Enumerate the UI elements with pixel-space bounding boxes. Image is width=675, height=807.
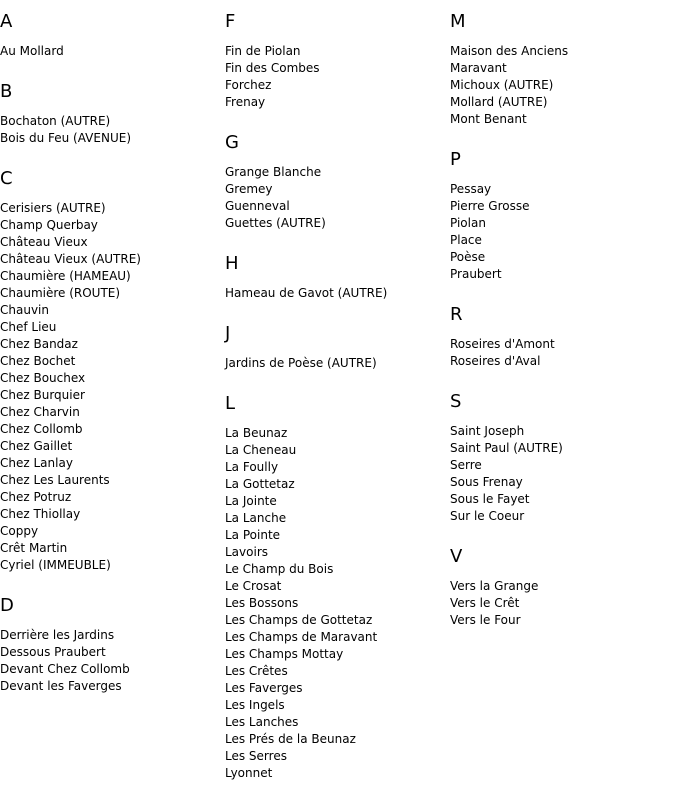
street-item-vers-la-grange: Vers la Grange: [450, 579, 539, 593]
street-item-forchez: Forchez: [225, 78, 272, 92]
letter-heading: B: [0, 81, 13, 102]
letter-heading: R: [450, 304, 463, 325]
letter-heading: P: [450, 149, 461, 170]
street-item-place: Place: [450, 233, 482, 247]
street-item-fin-de-piolan: Fin de Piolan: [225, 44, 301, 58]
letter-heading: A: [0, 11, 13, 32]
street-item-chez-thiollay: Chez Thiollay: [0, 507, 81, 521]
street-item-cerisiers-autre: Cerisiers (AUTRE): [0, 201, 106, 215]
letter-section-f: [225, 11, 450, 111]
street-item-les-cretes: Les Crêtes: [225, 664, 288, 678]
street-item-au-mollard: Au Mollard: [0, 44, 64, 58]
street-item-lyonnet: Lyonnet: [225, 766, 273, 780]
street-item-champ-querbay: Champ Querbay: [0, 218, 98, 232]
street-item-les-champs-mottay: Les Champs Mottay: [225, 647, 344, 661]
street-list: [225, 43, 450, 111]
street-item-mont-benant: Mont Benant: [450, 112, 527, 126]
letter-section-b: [0, 81, 225, 147]
street-item-maison-des-anciens: Maison des Anciens: [450, 44, 569, 58]
street-item-la-beunaz: La Beunaz: [225, 426, 288, 440]
street-item-poese: Poèse: [450, 250, 486, 264]
street-item-chez-potruz: Chez Potruz: [0, 490, 72, 504]
street-item-le-crosat: Le Crosat: [225, 579, 282, 593]
letter-section-h: [225, 253, 450, 302]
street-item-guettes-autre: Guettes (AUTRE): [225, 216, 326, 230]
letter-section-d: [0, 595, 225, 695]
street-list: [450, 181, 675, 283]
street-item-pierre-grosse: Pierre Grosse: [450, 199, 530, 213]
street-item-chaumiere-route: Chaumière (ROUTE): [0, 286, 121, 300]
index-column-3: [450, 11, 675, 650]
street-item-chez-bochet: Chez Bochet: [0, 354, 76, 368]
street-list: [0, 43, 225, 60]
street-item-chef-lieu: Chef Lieu: [0, 320, 57, 334]
street-item-sous-frenay: Sous Frenay: [450, 475, 523, 489]
street-list: [0, 113, 225, 147]
letter-section-a: [0, 11, 225, 60]
street-item-les-bossons: Les Bossons: [225, 596, 299, 610]
street-item-les-serres: Les Serres: [225, 749, 287, 763]
letter-heading: L: [225, 393, 236, 414]
letter-heading: C: [0, 168, 13, 189]
street-item-saint-joseph: Saint Joseph: [450, 424, 525, 438]
street-item-praubert: Praubert: [450, 267, 502, 281]
letter-heading: M: [450, 11, 466, 32]
street-item-sous-le-fayet: Sous le Fayet: [450, 492, 530, 506]
street-item-gremey: Gremey: [225, 182, 273, 196]
letter-section-m: [450, 11, 675, 128]
letter-section-s: [450, 391, 675, 525]
street-item-bois-du-feu-avenue: Bois du Feu (AVENUE): [0, 131, 131, 145]
street-item-le-champ-du-bois: Le Champ du Bois: [225, 562, 334, 576]
street-item-la-jointe: La Jointe: [225, 494, 277, 508]
street-item-chez-gaillet: Chez Gaillet: [0, 439, 73, 453]
letter-section-l: [225, 393, 450, 782]
street-item-chateau-vieux: Château Vieux: [0, 235, 88, 249]
letter-heading: G: [225, 132, 239, 153]
street-item-les-champs-de-gottetaz: Les Champs de Gottetaz: [225, 613, 373, 627]
street-item-coppy: Coppy: [0, 524, 39, 538]
letter-section-p: [450, 149, 675, 283]
street-item-roseires-d-amont: Roseires d'Amont: [450, 337, 555, 351]
street-item-chauvin: Chauvin: [0, 303, 49, 317]
street-list: [225, 355, 450, 372]
street-item-mollard-autre: Mollard (AUTRE): [450, 95, 548, 109]
street-item-grange-blanche: Grange Blanche: [225, 165, 322, 179]
street-list: [450, 43, 675, 128]
street-list: [0, 627, 225, 695]
street-item-devant-les-faverges: Devant les Faverges: [0, 679, 122, 693]
street-item-cyriel-immeuble: Cyriel (IMMEUBLE): [0, 558, 111, 572]
street-item-la-gottetaz: La Gottetaz: [225, 477, 295, 491]
street-list: [225, 425, 450, 782]
street-item-les-lanches: Les Lanches: [225, 715, 299, 729]
letter-section-g: [225, 132, 450, 232]
street-item-chez-bouchex: Chez Bouchex: [0, 371, 86, 385]
letter-heading: F: [225, 11, 236, 32]
street-item-michoux-autre: Michoux (AUTRE): [450, 78, 554, 92]
street-list: [450, 423, 675, 525]
letter-heading: D: [0, 595, 14, 616]
street-item-chez-bandaz: Chez Bandaz: [0, 337, 78, 351]
street-item-bochaton-autre: Bochaton (AUTRE): [0, 114, 111, 128]
street-item-devant-chez-collomb: Devant Chez Collomb: [0, 662, 130, 676]
street-item-les-ingels: Les Ingels: [225, 698, 285, 712]
letter-heading: H: [225, 253, 239, 274]
street-item-la-lanche: La Lanche: [225, 511, 287, 525]
street-item-roseires-d-aval: Roseires d'Aval: [450, 354, 541, 368]
street-item-guenneval: Guenneval: [225, 199, 290, 213]
street-item-jardins-de-poese-autre: Jardins de Poèse (AUTRE): [225, 356, 377, 370]
street-list: [225, 285, 450, 302]
street-item-maravant: Maravant: [450, 61, 507, 75]
street-item-chez-les-laurents: Chez Les Laurents: [0, 473, 110, 487]
street-item-saint-paul-autre: Saint Paul (AUTRE): [450, 441, 563, 455]
street-item-chaumiere-hameau: Chaumière (HAMEAU): [0, 269, 131, 283]
street-item-chez-collomb: Chez Collomb: [0, 422, 83, 436]
street-item-chez-charvin: Chez Charvin: [0, 405, 80, 419]
street-item-chateau-vieux-autre: Château Vieux (AUTRE): [0, 252, 141, 266]
street-list: [450, 336, 675, 370]
letter-section-j: [225, 323, 450, 372]
street-item-lavoirs: Lavoirs: [225, 545, 269, 559]
street-item-chez-lanlay: Chez Lanlay: [0, 456, 73, 470]
street-item-la-foully: La Foully: [225, 460, 279, 474]
index-column-1: [0, 11, 225, 716]
street-item-dessous-praubert: Dessous Praubert: [0, 645, 106, 659]
street-item-les-faverges: Les Faverges: [225, 681, 303, 695]
street-list: [0, 200, 225, 574]
street-item-chez-burquier: Chez Burquier: [0, 388, 85, 402]
street-list: [450, 578, 675, 629]
street-item-derriere-les-jardins: Derrière les Jardins: [0, 628, 115, 642]
letter-heading: V: [450, 546, 463, 567]
street-item-vers-le-cret: Vers le Crêt: [450, 596, 520, 610]
street-item-la-cheneau: La Cheneau: [225, 443, 297, 457]
street-item-hameau-de-gavot-autre: Hameau de Gavot (AUTRE): [225, 286, 388, 300]
street-item-piolan: Piolan: [450, 216, 486, 230]
street-item-les-champs-de-maravant: Les Champs de Maravant: [225, 630, 378, 644]
street-item-serre: Serre: [450, 458, 482, 472]
street-item-la-pointe: La Pointe: [225, 528, 281, 542]
street-item-sur-le-coeur: Sur le Coeur: [450, 509, 525, 523]
letter-section-r: [450, 304, 675, 370]
street-item-frenay: Frenay: [225, 95, 266, 109]
letter-section-c: [0, 168, 225, 574]
street-item-vers-le-four: Vers le Four: [450, 613, 521, 627]
index-column-2: [225, 11, 450, 803]
street-item-fin-des-combes: Fin des Combes: [225, 61, 320, 75]
street-item-cret-martin: Crêt Martin: [0, 541, 68, 555]
street-item-pessay: Pessay: [450, 182, 492, 196]
street-list: [225, 164, 450, 232]
letter-heading: S: [450, 391, 462, 412]
letter-heading: J: [225, 323, 231, 344]
letter-section-v: [450, 546, 675, 629]
street-item-les-pres-de-la-beunaz: Les Prés de la Beunaz: [225, 732, 356, 746]
